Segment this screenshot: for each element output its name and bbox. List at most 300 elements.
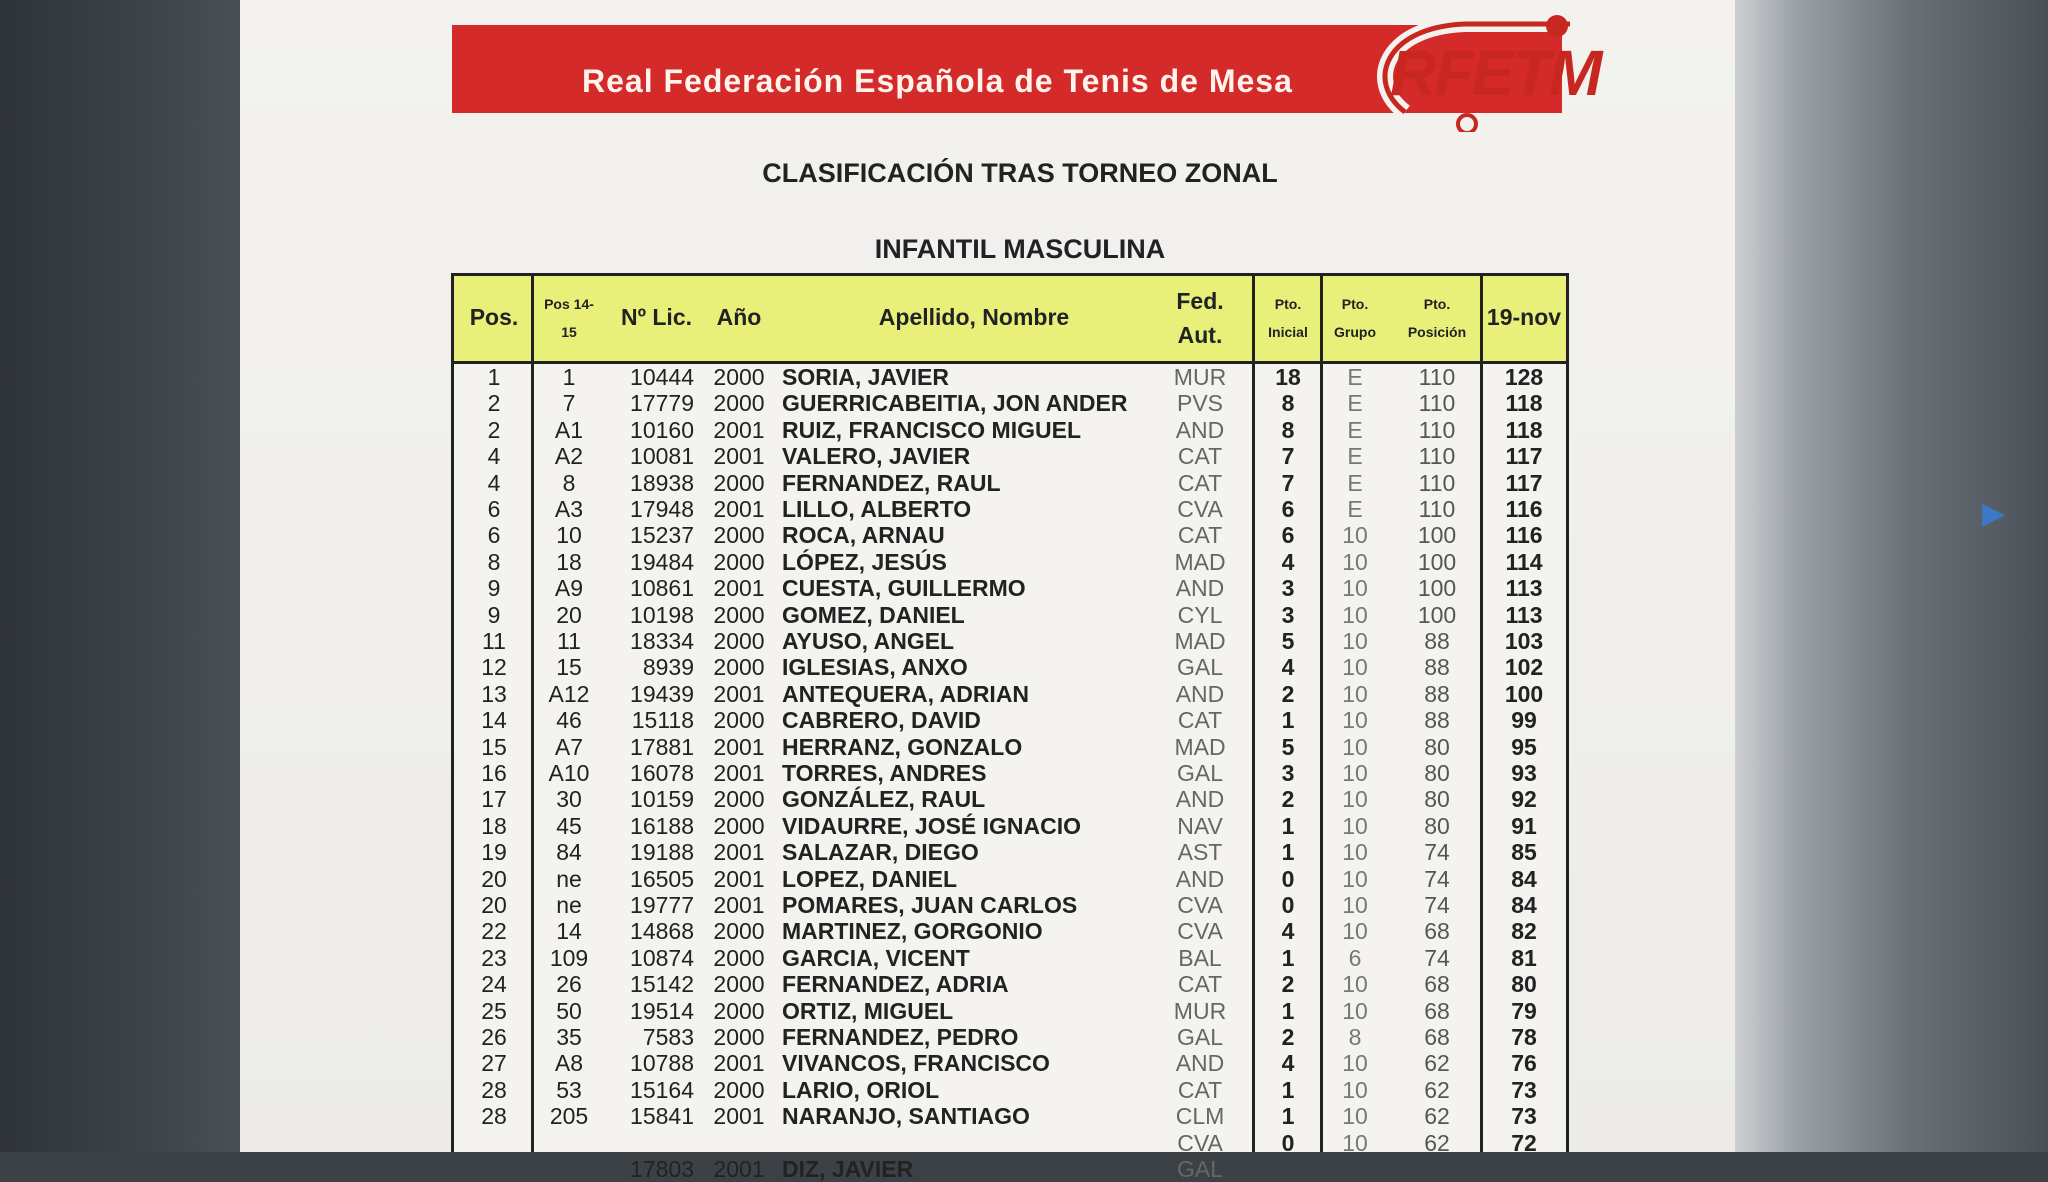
row-pos: 9 <box>487 575 501 602</box>
row-total: 117 <box>1505 469 1543 496</box>
row-nombre: RUIZ, FRANCISCO MIGUEL <box>782 416 1081 443</box>
row-nombre: DIZ, JAVIER <box>782 1156 914 1182</box>
row-licencia: 15118 <box>631 707 694 734</box>
header-fed-line2: Aut. <box>1177 322 1223 348</box>
row-licencia: 16078 <box>630 760 694 786</box>
row-total: 95 <box>1511 733 1537 760</box>
row-total: 113 <box>1505 575 1543 602</box>
row-grupo: 8 <box>1348 1024 1362 1050</box>
row-total: 79 <box>1511 997 1537 1024</box>
row-total: 113 <box>1505 601 1543 628</box>
category-title: INFANTIL MASCULINA <box>874 234 1166 264</box>
row-posicion: 110 <box>1418 496 1456 522</box>
header-pos: Pos. <box>469 304 519 330</box>
row-inicial: 6 <box>1281 522 1295 549</box>
row-ano: 2001 <box>713 1050 765 1077</box>
table-row <box>454 707 1566 733</box>
row-nombre: LOPEZ, DANIEL <box>782 865 958 892</box>
row-posicion: 62 <box>1424 1103 1450 1130</box>
row-inicial: 1 <box>1281 1103 1295 1130</box>
row-pos1415: 35 <box>556 1024 582 1050</box>
row-posicion: 80 <box>1424 786 1450 813</box>
row-ano: 2000 <box>713 812 765 839</box>
row-inicial: 0 <box>1281 892 1295 918</box>
row-licencia: 8939 <box>642 654 694 681</box>
row-fed: GAL <box>1176 760 1224 786</box>
row-posicion: 88 <box>1424 707 1450 734</box>
ranking-table <box>451 273 1569 1182</box>
row-grupo: 6 <box>1348 944 1362 971</box>
table-row <box>454 786 1566 812</box>
row-inicial: 8 <box>1281 390 1295 417</box>
row-nombre: IGLESIAS, ANXO <box>782 654 968 681</box>
row-pos: 18 <box>481 812 507 839</box>
row-ano: 2001 <box>713 733 765 760</box>
table-row <box>454 734 1566 760</box>
row-nombre: ORTIZ, MIGUEL <box>782 997 954 1024</box>
row-ano: 2001 <box>713 839 765 866</box>
row-fed: CVA <box>1177 892 1223 918</box>
row-pos1415: ne <box>556 865 582 892</box>
header-ano: Año <box>716 304 762 330</box>
table-row <box>454 945 1566 971</box>
row-inicial: 1 <box>1281 839 1295 866</box>
row-pos: 28 <box>481 1076 507 1103</box>
row-pos: 6 <box>487 522 501 549</box>
row-posicion: 110 <box>1418 416 1456 443</box>
row-grupo: 10 <box>1342 918 1368 945</box>
row-licencia: 19514 <box>630 997 694 1024</box>
row-ano: 2000 <box>713 390 765 417</box>
row-total: 72 <box>1511 1129 1537 1156</box>
row-fed: CAT <box>1177 1076 1223 1103</box>
row-grupo: 10 <box>1342 733 1368 760</box>
row-pos1415: 20 <box>556 601 582 628</box>
row-total: 76 <box>1511 1050 1537 1077</box>
row-pos: 12 <box>481 654 507 681</box>
row-licencia: 18334 <box>630 628 694 654</box>
row-grupo: E <box>1347 390 1363 417</box>
row-licencia: 16505 <box>630 865 694 892</box>
row-posicion: 110 <box>1418 443 1456 470</box>
row-fed: CVA <box>1177 918 1223 945</box>
header-inicial-line2: Inicial <box>1268 324 1308 340</box>
row-inicial: 6 <box>1281 496 1295 522</box>
row-posicion: 74 <box>1424 865 1450 892</box>
row-posicion: 68 <box>1424 918 1450 945</box>
row-posicion: 88 <box>1424 654 1450 681</box>
table-row <box>454 549 1566 575</box>
row-posicion: 100 <box>1417 601 1457 628</box>
row-inicial: 7 <box>1281 443 1295 470</box>
row-pos: 25 <box>481 997 507 1024</box>
row-nombre: POMARES, JUAN CARLOS <box>782 892 1078 918</box>
row-licencia: 17779 <box>630 390 694 417</box>
row-posicion: 74 <box>1424 944 1450 971</box>
row-fed: AND <box>1175 1050 1225 1077</box>
row-fed: BAL <box>1178 944 1222 971</box>
row-pos: 2 <box>487 416 501 443</box>
row-inicial: 4 <box>1281 918 1295 945</box>
row-pos: 4 <box>487 469 501 496</box>
row-ano: 2001 <box>713 496 765 522</box>
table-row <box>454 839 1566 865</box>
row-nombre: GUERRICABEITIA, JON ANDER <box>782 390 1128 417</box>
row-nombre: LILLO, ALBERTO <box>782 496 972 522</box>
table-row <box>454 654 1566 680</box>
row-grupo: 10 <box>1342 1129 1368 1156</box>
row-grupo: 10 <box>1342 601 1368 628</box>
row-fed: MUR <box>1173 997 1227 1024</box>
row-fed: AND <box>1175 865 1225 892</box>
row-nombre: SORIA, JAVIER <box>782 364 949 390</box>
row-pos1415: 15 <box>556 654 582 681</box>
row-ano: 2000 <box>713 918 765 945</box>
row-pos1415: 8 <box>562 469 576 496</box>
row-pos: 14 <box>481 707 507 734</box>
row-fed: MAD <box>1174 628 1226 654</box>
row-total: 117 <box>1505 443 1543 470</box>
row-inicial: 4 <box>1281 1050 1295 1077</box>
row-ano: 2001 <box>713 865 765 892</box>
row-pos: 16 <box>481 760 507 786</box>
row-inicial: 2 <box>1281 786 1295 813</box>
row-posicion: 100 <box>1417 575 1457 602</box>
table-row <box>454 1077 1566 1103</box>
row-fed: AND <box>1175 680 1225 707</box>
row-posicion: 88 <box>1424 628 1450 654</box>
row-pos: 9 <box>487 601 501 628</box>
table-row <box>454 522 1566 548</box>
row-nombre: GARCIA, VICENT <box>782 944 970 971</box>
row-pos: 27 <box>481 1050 507 1077</box>
row-total: 91 <box>1511 812 1537 839</box>
row-pos1415: A10 <box>548 760 590 786</box>
table-row <box>454 892 1566 918</box>
row-fed: NAV <box>1177 812 1223 839</box>
table-row <box>454 760 1566 786</box>
row-fed: CAT <box>1177 443 1223 470</box>
row-pos1415: 14 <box>556 918 582 945</box>
row-inicial: 8 <box>1281 416 1295 443</box>
row-licencia: 10788 <box>630 1050 694 1077</box>
row-posicion: 74 <box>1424 839 1450 866</box>
row-pos1415: ne <box>556 892 582 918</box>
row-licencia: 10198 <box>630 601 694 628</box>
header-pos1415-line1: Pos 14- <box>544 296 594 312</box>
table-row <box>454 971 1566 997</box>
mouse-pointer-icon: ▶ <box>1982 497 2006 530</box>
row-nombre: LÓPEZ, JESÚS <box>782 548 947 575</box>
header-licencia: Nº Lic. <box>620 304 693 330</box>
row-fed: MAD <box>1174 733 1226 760</box>
row-total: 73 <box>1511 1103 1537 1130</box>
row-ano: 2001 <box>713 1156 765 1182</box>
row-pos1415: A9 <box>554 575 584 602</box>
row-inicial: 5 <box>1281 628 1295 654</box>
header-fed-line1: Fed. <box>1176 288 1224 314</box>
row-total: 116 <box>1505 522 1543 549</box>
row-pos: 22 <box>481 918 507 945</box>
row-pos: 1 <box>487 364 501 390</box>
row-nombre: CUESTA, GUILLERMO <box>782 575 1026 602</box>
row-pos: 20 <box>481 865 507 892</box>
row-inicial: 1 <box>1281 997 1295 1024</box>
monitor-bezel-right <box>1735 0 2048 1152</box>
table-row <box>454 866 1566 892</box>
row-posicion: 62 <box>1424 1129 1450 1156</box>
row-ano: 2001 <box>713 1103 765 1130</box>
row-pos1415: 30 <box>556 786 582 813</box>
table-row <box>454 390 1566 416</box>
row-ano: 2001 <box>713 680 765 707</box>
row-pos: 6 <box>487 496 501 522</box>
table-row <box>454 417 1566 443</box>
row-pos1415: A7 <box>554 733 584 760</box>
row-pos1415: 18 <box>556 548 582 575</box>
row-licencia: 15237 <box>630 522 694 549</box>
row-total: 102 <box>1504 654 1544 681</box>
row-pos: 2 <box>487 390 501 417</box>
row-pos: 8 <box>487 548 501 575</box>
row-total: 78 <box>1511 1024 1537 1050</box>
row-inicial: 1 <box>1281 812 1295 839</box>
row-pos1415: 11 <box>557 628 581 654</box>
row-fed: AND <box>1175 575 1225 602</box>
row-pos1415: 7 <box>562 390 576 417</box>
row-grupo: 10 <box>1342 971 1368 998</box>
row-licencia: 17803 <box>630 1156 694 1182</box>
row-inicial: 4 <box>1281 548 1295 575</box>
row-posicion: 68 <box>1424 1024 1450 1050</box>
row-licencia: 15142 <box>630 971 694 998</box>
row-fed: MAD <box>1174 548 1226 575</box>
row-grupo: 10 <box>1342 628 1368 654</box>
row-grupo: E <box>1347 443 1363 470</box>
row-nombre: CABRERO, DAVID <box>782 707 981 734</box>
row-grupo: 10 <box>1342 680 1368 707</box>
row-inicial: 1 <box>1281 944 1295 971</box>
row-licencia: 10081 <box>630 443 694 470</box>
row-total: 100 <box>1504 680 1544 707</box>
table-row <box>454 1050 1566 1076</box>
row-ano: 2001 <box>713 575 765 602</box>
row-ano: 2000 <box>713 469 765 496</box>
row-grupo: 10 <box>1342 522 1368 549</box>
row-licencia: 15841 <box>630 1103 694 1130</box>
row-nombre: VALERO, JAVIER <box>782 443 971 470</box>
table-row <box>454 1156 1566 1182</box>
row-licencia: 17948 <box>630 496 694 522</box>
row-total: 82 <box>1511 918 1537 945</box>
row-pos: 13 <box>481 680 507 707</box>
row-inicial: 5 <box>1281 733 1295 760</box>
row-pos1415: A1 <box>554 416 584 443</box>
row-fed: MUR <box>1173 364 1227 390</box>
row-pos1415: 205 <box>549 1103 589 1130</box>
row-grupo: 10 <box>1342 654 1368 681</box>
row-licencia: 10874 <box>630 944 694 971</box>
row-total: 92 <box>1511 786 1537 813</box>
row-pos: 4 <box>487 443 501 470</box>
row-total: 114 <box>1505 548 1543 575</box>
row-posicion: 100 <box>1417 548 1457 575</box>
row-inicial: 3 <box>1281 760 1295 786</box>
row-posicion: 80 <box>1424 733 1450 760</box>
row-nombre: VIVANCOS, FRANCISCO <box>782 1050 1050 1077</box>
row-nombre: ROCA, ARNAU <box>782 522 945 549</box>
header-posicion-line2: Posición <box>1407 324 1467 340</box>
header-nombre: Apellido, Nombre <box>878 304 1070 330</box>
federation-name: Real Federación Española de Tenis de Mesa <box>582 63 1293 99</box>
row-ano: 2000 <box>713 1024 765 1050</box>
table-row <box>454 998 1566 1024</box>
row-nombre: FERNANDEZ, PEDRO <box>782 1024 1019 1050</box>
row-fed: AND <box>1175 416 1225 443</box>
row-total: 103 <box>1504 628 1544 654</box>
row-pos1415: 84 <box>556 839 582 866</box>
row-nombre: TORRES, ANDRES <box>782 760 987 786</box>
row-fed: AND <box>1175 786 1225 813</box>
header-pos1415-line2: 15 <box>561 324 577 340</box>
row-grupo: E <box>1347 364 1363 390</box>
row-licencia: 19777 <box>630 892 694 918</box>
row-nombre: GONZÁLEZ, RAUL <box>782 786 986 813</box>
row-inicial: 3 <box>1281 601 1295 628</box>
page-title: CLASIFICACIÓN TRAS TORNEO ZONAL <box>762 158 1278 188</box>
table-row <box>454 470 1566 496</box>
row-fed: CAT <box>1177 971 1223 998</box>
row-inicial: 7 <box>1281 469 1295 496</box>
table-row <box>454 1130 1566 1156</box>
row-pos: 11 <box>482 628 506 654</box>
table-row <box>454 918 1566 944</box>
row-total: 81 <box>1511 944 1537 971</box>
row-pos1415: 53 <box>556 1076 582 1103</box>
header-fecha: 19-nov <box>1486 304 1562 330</box>
row-inicial: 1 <box>1281 1076 1295 1103</box>
row-pos: 19 <box>481 839 507 866</box>
table-row <box>454 443 1566 469</box>
row-nombre: GOMEZ, DANIEL <box>782 601 965 628</box>
row-posicion: 80 <box>1424 812 1450 839</box>
row-ano: 2001 <box>713 760 765 786</box>
row-posicion: 80 <box>1424 760 1450 786</box>
row-ano: 2000 <box>713 786 765 813</box>
row-nombre: MARTINEZ, GORGONIO <box>782 918 1043 945</box>
table-row <box>454 628 1566 654</box>
table-row <box>454 364 1566 390</box>
row-nombre: HERRANZ, GONZALO <box>782 733 1023 760</box>
row-nombre: NARANJO, SANTIAGO <box>782 1103 1030 1130</box>
row-inicial: 0 <box>1281 1129 1295 1156</box>
row-pos: 23 <box>481 944 507 971</box>
row-posicion: 88 <box>1424 680 1450 707</box>
row-posicion: 110 <box>1418 364 1456 390</box>
row-fed: CVA <box>1177 1129 1223 1156</box>
row-grupo: 10 <box>1342 707 1368 734</box>
row-grupo: 10 <box>1342 786 1368 813</box>
row-total: 93 <box>1511 760 1537 786</box>
row-fed: CYL <box>1177 601 1223 628</box>
row-ano: 2000 <box>713 364 765 390</box>
row-fed: CVA <box>1177 496 1223 522</box>
row-pos1415: 45 <box>556 812 582 839</box>
row-grupo: 10 <box>1342 760 1368 786</box>
row-ano: 2000 <box>713 707 765 734</box>
row-pos: 26 <box>481 1024 507 1050</box>
row-total: 84 <box>1511 865 1537 892</box>
row-nombre: LARIO, ORIOL <box>782 1076 940 1103</box>
row-inicial: 2 <box>1281 1024 1295 1050</box>
table-row <box>454 575 1566 601</box>
row-total: 84 <box>1511 892 1537 918</box>
row-pos: 17 <box>481 786 507 813</box>
table-row <box>454 602 1566 628</box>
row-total: 99 <box>1511 707 1537 734</box>
row-grupo: 10 <box>1342 575 1368 602</box>
table-row <box>454 1103 1566 1129</box>
row-total: 128 <box>1504 364 1544 390</box>
row-pos: 24 <box>481 971 507 998</box>
row-licencia: 15164 <box>630 1076 694 1103</box>
row-grupo: 10 <box>1342 892 1368 918</box>
row-ano: 2001 <box>713 892 765 918</box>
row-pos1415: A12 <box>548 680 590 707</box>
row-inicial: 4 <box>1281 654 1295 681</box>
row-pos1415: 50 <box>556 997 582 1024</box>
row-inicial: 2 <box>1281 680 1295 707</box>
row-pos1415: A8 <box>554 1050 584 1077</box>
row-grupo: E <box>1347 469 1363 496</box>
row-nombre: VIDAURRE, JOSÉ IGNACIO <box>782 812 1082 839</box>
row-total: 116 <box>1505 496 1543 522</box>
row-licencia: 16188 <box>630 812 694 839</box>
table-row <box>454 1024 1566 1050</box>
row-fed: CAT <box>1177 707 1223 734</box>
row-inicial: 0 <box>1281 865 1295 892</box>
row-posicion: 100 <box>1417 522 1457 549</box>
row-licencia: 19439 <box>630 680 694 707</box>
row-posicion: 110 <box>1418 469 1456 496</box>
row-licencia: 19484 <box>630 548 694 575</box>
row-posicion: 74 <box>1424 892 1450 918</box>
row-total: 80 <box>1511 971 1537 998</box>
header-posicion-line1: Pto. <box>1423 296 1451 312</box>
row-nombre: ANTEQUERA, ADRIAN <box>782 680 1030 707</box>
row-ano: 2000 <box>713 522 765 549</box>
row-ano: 2001 <box>713 443 765 470</box>
table-row <box>454 813 1566 839</box>
table-header <box>454 276 1566 364</box>
row-ano: 2000 <box>713 628 765 654</box>
row-licencia: 18938 <box>630 469 694 496</box>
row-inicial: 18 <box>1275 364 1301 390</box>
row-fed: PVS <box>1176 390 1224 417</box>
row-grupo: 10 <box>1342 1103 1368 1130</box>
table-row <box>454 496 1566 522</box>
row-ano: 2000 <box>713 654 765 681</box>
row-fed: AST <box>1177 839 1223 866</box>
row-inicial: 1 <box>1281 707 1295 734</box>
row-grupo: 10 <box>1342 997 1368 1024</box>
row-inicial: 2 <box>1281 971 1295 998</box>
row-fed: CAT <box>1177 522 1223 549</box>
row-ano: 2000 <box>713 971 765 998</box>
row-total: 118 <box>1505 416 1543 443</box>
row-fed: GAL <box>1176 1024 1224 1050</box>
header-grupo-line1: Pto. <box>1341 296 1369 312</box>
